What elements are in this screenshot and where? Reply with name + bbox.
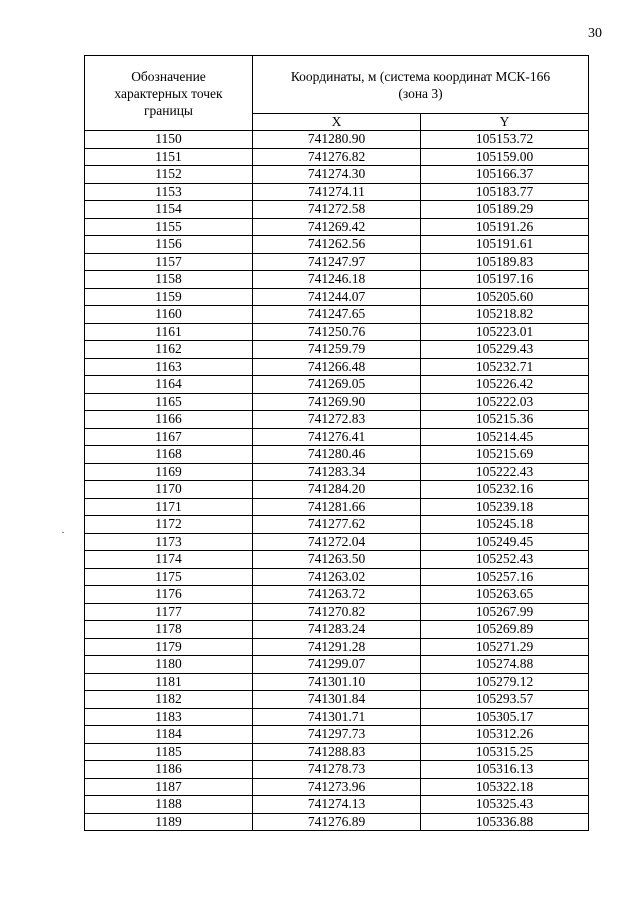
table-row: [85, 551, 589, 569]
y-coordinate-cell: 105166.37: [421, 166, 589, 184]
table-row: [85, 708, 589, 726]
point-id-cell: 1160: [85, 306, 253, 324]
y-coordinate-cell: 105218.82: [421, 306, 589, 324]
x-coordinate-cell: 741269.05: [253, 376, 421, 394]
table-row: [85, 253, 589, 271]
x-coordinate-cell: 741263.02: [253, 568, 421, 586]
point-id-cell: 1181: [85, 673, 253, 691]
y-coordinate-cell: 105252.43: [421, 551, 589, 569]
y-coordinate-cell: 105189.29: [421, 201, 589, 219]
table-row: [85, 358, 589, 376]
x-coordinate-cell: 741263.50: [253, 551, 421, 569]
table-row: [85, 568, 589, 586]
point-id-cell: 1156: [85, 236, 253, 254]
table-row: [85, 673, 589, 691]
table-row: [85, 323, 589, 341]
table-row: [85, 498, 589, 516]
point-id-cell: 1158: [85, 271, 253, 289]
x-coordinate-cell: 741301.71: [253, 708, 421, 726]
table-row: [85, 393, 589, 411]
y-coordinate-cell: 105312.26: [421, 726, 589, 744]
y-coordinate-cell: 105249.45: [421, 533, 589, 551]
point-id-cell: 1176: [85, 586, 253, 604]
y-coordinate-cell: 105267.99: [421, 603, 589, 621]
x-coordinate-cell: 741276.41: [253, 428, 421, 446]
table-row: [85, 691, 589, 709]
x-coordinate-cell: 741278.73: [253, 761, 421, 779]
y-coordinate-cell: 105269.89: [421, 621, 589, 639]
point-id-cell: 1162: [85, 341, 253, 359]
x-coordinate-cell: 741272.04: [253, 533, 421, 551]
y-coordinate-cell: 105215.36: [421, 411, 589, 429]
coordinates-column-header: Координаты, м (система координат МСК-166 (зона 3): [253, 56, 589, 114]
x-coordinate-cell: 741291.28: [253, 638, 421, 656]
point-id-cell: 1187: [85, 778, 253, 796]
point-id-cell: 1174: [85, 551, 253, 569]
y-coordinate-cell: 105274.88: [421, 656, 589, 674]
point-id-cell: 1167: [85, 428, 253, 446]
y-coordinate-cell: 105232.16: [421, 481, 589, 499]
points-column-header: Обозначение характерных точек границы: [85, 56, 253, 131]
x-coordinate-cell: 741247.65: [253, 306, 421, 324]
table-row: [85, 183, 589, 201]
y-coordinate-cell: 105293.57: [421, 691, 589, 709]
y-coordinate-cell: 105183.77: [421, 183, 589, 201]
point-id-cell: 1152: [85, 166, 253, 184]
x-coordinate-cell: 741288.83: [253, 743, 421, 761]
table-row: [85, 306, 589, 324]
table-row: [85, 341, 589, 359]
x-coordinate-cell: 741273.96: [253, 778, 421, 796]
table-row: [85, 166, 589, 184]
point-id-cell: 1183: [85, 708, 253, 726]
y-coordinate-cell: 105245.18: [421, 516, 589, 534]
x-column-header: X: [253, 114, 421, 131]
point-id-cell: 1151: [85, 148, 253, 166]
table-row: [85, 533, 589, 551]
table-row: [85, 236, 589, 254]
point-id-cell: 1172: [85, 516, 253, 534]
coordinates-table: [84, 55, 589, 831]
x-coordinate-cell: 741276.89: [253, 813, 421, 831]
table-row: [85, 778, 589, 796]
x-coordinate-cell: 741297.73: [253, 726, 421, 744]
x-coordinate-cell: 741277.62: [253, 516, 421, 534]
point-id-cell: 1168: [85, 446, 253, 464]
point-id-cell: 1189: [85, 813, 253, 831]
y-coordinate-cell: 105222.43: [421, 463, 589, 481]
point-id-cell: 1184: [85, 726, 253, 744]
table-row: [85, 288, 589, 306]
y-coordinate-cell: 105191.61: [421, 236, 589, 254]
y-coordinate-cell: 105239.18: [421, 498, 589, 516]
point-id-cell: 1161: [85, 323, 253, 341]
point-id-cell: 1150: [85, 131, 253, 149]
y-coordinate-cell: 105197.16: [421, 271, 589, 289]
y-coordinate-cell: 105263.65: [421, 586, 589, 604]
x-coordinate-cell: 741272.83: [253, 411, 421, 429]
y-coordinate-cell: 105189.83: [421, 253, 589, 271]
table-row: [85, 446, 589, 464]
point-id-cell: 1169: [85, 463, 253, 481]
y-coordinate-cell: 105226.42: [421, 376, 589, 394]
table-header: [85, 56, 589, 131]
y-coordinate-cell: 105205.60: [421, 288, 589, 306]
x-coordinate-cell: 741274.30: [253, 166, 421, 184]
point-id-cell: 1182: [85, 691, 253, 709]
table-row: [85, 761, 589, 779]
y-coordinate-cell: 105279.12: [421, 673, 589, 691]
table-row: [85, 481, 589, 499]
point-id-cell: 1163: [85, 358, 253, 376]
y-coordinate-cell: 105159.00: [421, 148, 589, 166]
y-coordinate-cell: 105315.25: [421, 743, 589, 761]
point-id-cell: 1171: [85, 498, 253, 516]
table-row: [85, 516, 589, 534]
x-coordinate-cell: 741280.46: [253, 446, 421, 464]
table-body: [85, 131, 589, 831]
point-id-cell: 1180: [85, 656, 253, 674]
y-coordinate-cell: 105336.88: [421, 813, 589, 831]
y-coordinate-cell: 105257.16: [421, 568, 589, 586]
x-coordinate-cell: 741283.24: [253, 621, 421, 639]
point-id-cell: 1153: [85, 183, 253, 201]
point-id-cell: 1186: [85, 761, 253, 779]
y-coordinate-cell: 105316.13: [421, 761, 589, 779]
x-coordinate-cell: 741247.97: [253, 253, 421, 271]
point-id-cell: 1164: [85, 376, 253, 394]
table-row: [85, 726, 589, 744]
x-coordinate-cell: 741269.42: [253, 218, 421, 236]
x-coordinate-cell: 741281.66: [253, 498, 421, 516]
point-id-cell: 1165: [85, 393, 253, 411]
page-number: 30: [588, 26, 602, 41]
x-coordinate-cell: 741274.11: [253, 183, 421, 201]
y-coordinate-cell: 105215.69: [421, 446, 589, 464]
x-coordinate-cell: 741250.76: [253, 323, 421, 341]
point-id-cell: 1159: [85, 288, 253, 306]
y-coordinate-cell: 105223.01: [421, 323, 589, 341]
table-row: [85, 201, 589, 219]
y-coordinate-cell: 105214.45: [421, 428, 589, 446]
x-coordinate-cell: 741263.72: [253, 586, 421, 604]
table-row: [85, 411, 589, 429]
table-row: [85, 463, 589, 481]
table-row: [85, 131, 589, 149]
y-coordinate-cell: 105153.72: [421, 131, 589, 149]
point-id-cell: 1155: [85, 218, 253, 236]
table-row: [85, 586, 589, 604]
point-id-cell: 1177: [85, 603, 253, 621]
table-row: [85, 656, 589, 674]
point-id-cell: 1178: [85, 621, 253, 639]
y-coordinate-cell: 105271.29: [421, 638, 589, 656]
x-coordinate-cell: 741246.18: [253, 271, 421, 289]
point-id-cell: 1175: [85, 568, 253, 586]
table-row: [85, 271, 589, 289]
x-coordinate-cell: 741301.10: [253, 673, 421, 691]
table-row: [85, 376, 589, 394]
table-row: [85, 813, 589, 831]
table-row: [85, 603, 589, 621]
table-row: [85, 218, 589, 236]
y-column-header: Y: [421, 114, 589, 131]
x-coordinate-cell: 741244.07: [253, 288, 421, 306]
point-id-cell: 1188: [85, 796, 253, 814]
x-coordinate-cell: 741276.82: [253, 148, 421, 166]
y-coordinate-cell: 105191.26: [421, 218, 589, 236]
x-coordinate-cell: 741262.56: [253, 236, 421, 254]
x-coordinate-cell: 741266.48: [253, 358, 421, 376]
header-row-top: [85, 56, 589, 114]
point-id-cell: 1154: [85, 201, 253, 219]
table-row: [85, 148, 589, 166]
y-coordinate-cell: 105229.43: [421, 341, 589, 359]
x-coordinate-cell: 741284.20: [253, 481, 421, 499]
table-row: [85, 796, 589, 814]
x-coordinate-cell: 741269.90: [253, 393, 421, 411]
x-coordinate-cell: 741301.84: [253, 691, 421, 709]
x-coordinate-cell: 741283.34: [253, 463, 421, 481]
point-id-cell: 1179: [85, 638, 253, 656]
x-coordinate-cell: 741270.82: [253, 603, 421, 621]
point-id-cell: 1185: [85, 743, 253, 761]
x-coordinate-cell: 741272.58: [253, 201, 421, 219]
point-id-cell: 1173: [85, 533, 253, 551]
point-id-cell: 1157: [85, 253, 253, 271]
y-coordinate-cell: 105325.43: [421, 796, 589, 814]
y-coordinate-cell: 105322.18: [421, 778, 589, 796]
scan-speck: [62, 532, 64, 533]
x-coordinate-cell: 741280.90: [253, 131, 421, 149]
x-coordinate-cell: 741299.07: [253, 656, 421, 674]
point-id-cell: 1166: [85, 411, 253, 429]
x-coordinate-cell: 741259.79: [253, 341, 421, 359]
y-coordinate-cell: 105232.71: [421, 358, 589, 376]
table-row: [85, 638, 589, 656]
point-id-cell: 1170: [85, 481, 253, 499]
table-row: [85, 743, 589, 761]
table-row: [85, 621, 589, 639]
y-coordinate-cell: 105305.17: [421, 708, 589, 726]
x-coordinate-cell: 741274.13: [253, 796, 421, 814]
table-row: [85, 428, 589, 446]
y-coordinate-cell: 105222.03: [421, 393, 589, 411]
